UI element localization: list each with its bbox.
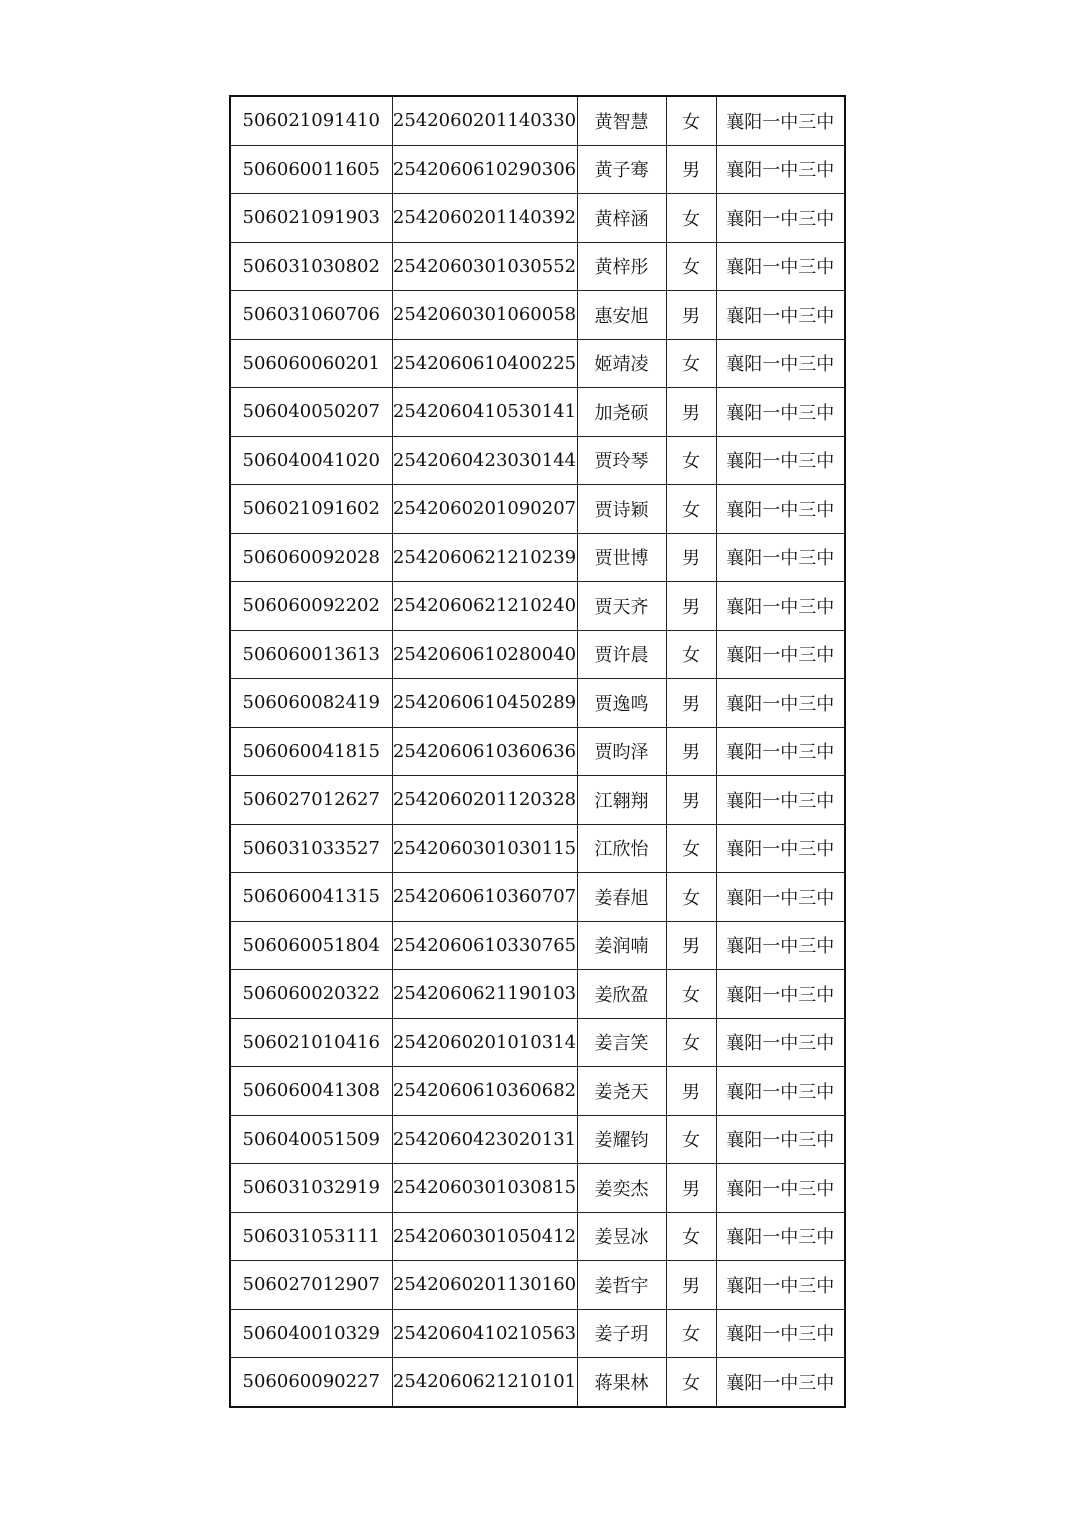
table-row	[230, 582, 845, 631]
student-id-cell: 2542060610280040	[392, 630, 577, 679]
gender-cell: 男	[666, 921, 716, 970]
exam-number-cell: 506060092028	[230, 533, 392, 582]
school-cell: 襄阳一中三中	[716, 727, 845, 776]
exam-number-cell: 506031032919	[230, 1164, 392, 1213]
student-name-cell: 姜奕杰	[577, 1164, 666, 1213]
table-row	[230, 776, 845, 825]
school-cell: 襄阳一中三中	[716, 873, 845, 922]
exam-number-cell: 506021091903	[230, 194, 392, 243]
student-id-cell: 2542060423030144	[392, 436, 577, 485]
exam-number-cell: 506060041815	[230, 727, 392, 776]
gender-cell: 女	[666, 96, 716, 145]
gender-cell: 男	[666, 388, 716, 437]
student-id-cell: 2542060610400225	[392, 339, 577, 388]
gender-cell: 女	[666, 339, 716, 388]
table-row	[230, 339, 845, 388]
school-cell: 襄阳一中三中	[716, 1018, 845, 1067]
gender-cell: 男	[666, 1261, 716, 1310]
student-id-cell: 2542060301060058	[392, 291, 577, 340]
student-name-cell: 贾天齐	[577, 582, 666, 631]
student-id-cell: 2542060610330765	[392, 921, 577, 970]
gender-cell: 女	[666, 1212, 716, 1261]
student-name-cell: 蒋果林	[577, 1358, 666, 1407]
school-cell: 襄阳一中三中	[716, 824, 845, 873]
table-row	[230, 194, 845, 243]
gender-cell: 女	[666, 873, 716, 922]
student-name-cell: 姜春旭	[577, 873, 666, 922]
school-cell: 襄阳一中三中	[716, 96, 845, 145]
student-id-cell: 2542060423020131	[392, 1115, 577, 1164]
student-id-cell: 2542060610360707	[392, 873, 577, 922]
student-id-cell: 2542060301030115	[392, 824, 577, 873]
school-cell: 襄阳一中三中	[716, 1212, 845, 1261]
student-id-cell: 2542060201120328	[392, 776, 577, 825]
student-name-cell: 姜言笑	[577, 1018, 666, 1067]
student-id-cell: 2542060610450289	[392, 679, 577, 728]
student-name-cell: 姜尧天	[577, 1067, 666, 1116]
student-id-cell: 2542060201090207	[392, 485, 577, 534]
gender-cell: 男	[666, 679, 716, 728]
student-name-cell: 黄智慧	[577, 96, 666, 145]
table-row	[230, 873, 845, 922]
student-name-cell: 贾逸鸣	[577, 679, 666, 728]
table-row	[230, 727, 845, 776]
exam-number-cell: 506060020322	[230, 970, 392, 1019]
student-id-cell: 2542060201130160	[392, 1261, 577, 1310]
student-name-cell: 姜哲宇	[577, 1261, 666, 1310]
exam-number-cell: 506031030802	[230, 242, 392, 291]
exam-number-cell: 506027012627	[230, 776, 392, 825]
exam-number-cell: 506060082419	[230, 679, 392, 728]
exam-number-cell: 506060060201	[230, 339, 392, 388]
student-id-cell: 2542060610290306	[392, 145, 577, 194]
school-cell: 襄阳一中三中	[716, 1261, 845, 1310]
gender-cell: 女	[666, 1018, 716, 1067]
table-row	[230, 242, 845, 291]
student-name-cell: 惠安旭	[577, 291, 666, 340]
exam-number-cell: 506031060706	[230, 291, 392, 340]
school-cell: 襄阳一中三中	[716, 194, 845, 243]
exam-number-cell: 506060041308	[230, 1067, 392, 1116]
student-name-cell: 加尧硕	[577, 388, 666, 437]
gender-cell: 男	[666, 776, 716, 825]
table-row	[230, 1212, 845, 1261]
student-id-cell: 2542060610360636	[392, 727, 577, 776]
student-id-cell: 2542060621210101	[392, 1358, 577, 1407]
student-name-cell: 姜昱冰	[577, 1212, 666, 1261]
table-row	[230, 485, 845, 534]
exam-number-cell: 506021010416	[230, 1018, 392, 1067]
student-name-cell: 贾世博	[577, 533, 666, 582]
school-cell: 襄阳一中三中	[716, 1358, 845, 1407]
exam-number-cell: 506027012907	[230, 1261, 392, 1310]
student-id-cell: 2542060301030552	[392, 242, 577, 291]
exam-number-cell: 506060051804	[230, 921, 392, 970]
gender-cell: 男	[666, 291, 716, 340]
gender-cell: 男	[666, 727, 716, 776]
school-cell: 襄阳一中三中	[716, 679, 845, 728]
gender-cell: 女	[666, 485, 716, 534]
table-row	[230, 388, 845, 437]
gender-cell: 女	[666, 436, 716, 485]
gender-cell: 女	[666, 1358, 716, 1407]
exam-number-cell: 506040010329	[230, 1309, 392, 1358]
student-id-cell: 2542060621210240	[392, 582, 577, 631]
table-row	[230, 921, 845, 970]
school-cell: 襄阳一中三中	[716, 485, 845, 534]
gender-cell: 男	[666, 533, 716, 582]
exam-number-cell: 506040050207	[230, 388, 392, 437]
gender-cell: 女	[666, 630, 716, 679]
gender-cell: 女	[666, 970, 716, 1019]
school-cell: 襄阳一中三中	[716, 921, 845, 970]
student-name-cell: 姬靖凌	[577, 339, 666, 388]
student-id-cell: 2542060610360682	[392, 1067, 577, 1116]
student-id-cell: 2542060410210563	[392, 1309, 577, 1358]
exam-number-cell: 506060013613	[230, 630, 392, 679]
student-table	[229, 95, 846, 1408]
student-name-cell: 姜欣盈	[577, 970, 666, 1019]
school-cell: 襄阳一中三中	[716, 1164, 845, 1213]
exam-number-cell: 506031033527	[230, 824, 392, 873]
table-row	[230, 1309, 845, 1358]
student-name-cell: 贾诗颖	[577, 485, 666, 534]
gender-cell: 女	[666, 1115, 716, 1164]
school-cell: 襄阳一中三中	[716, 291, 845, 340]
school-cell: 襄阳一中三中	[716, 776, 845, 825]
gender-cell: 男	[666, 145, 716, 194]
table-row	[230, 1067, 845, 1116]
table-row	[230, 1115, 845, 1164]
school-cell: 襄阳一中三中	[716, 145, 845, 194]
exam-number-cell: 506060090227	[230, 1358, 392, 1407]
exam-number-cell: 506021091602	[230, 485, 392, 534]
exam-number-cell: 506060011605	[230, 145, 392, 194]
table-row	[230, 1261, 845, 1310]
exam-number-cell: 506021091410	[230, 96, 392, 145]
school-cell: 襄阳一中三中	[716, 630, 845, 679]
student-name-cell: 黄子骞	[577, 145, 666, 194]
student-id-cell: 2542060201140330	[392, 96, 577, 145]
gender-cell: 女	[666, 194, 716, 243]
school-cell: 襄阳一中三中	[716, 582, 845, 631]
school-cell: 襄阳一中三中	[716, 533, 845, 582]
table-row	[230, 436, 845, 485]
school-cell: 襄阳一中三中	[716, 388, 845, 437]
table-row	[230, 630, 845, 679]
table-row	[230, 679, 845, 728]
student-name-cell: 姜子玥	[577, 1309, 666, 1358]
exam-number-cell: 506040041020	[230, 436, 392, 485]
exam-number-cell: 506060041315	[230, 873, 392, 922]
exam-number-cell: 506040051509	[230, 1115, 392, 1164]
exam-number-cell: 506060092202	[230, 582, 392, 631]
table-row	[230, 533, 845, 582]
student-id-cell: 2542060201140392	[392, 194, 577, 243]
school-cell: 襄阳一中三中	[716, 970, 845, 1019]
student-id-cell: 2542060621210239	[392, 533, 577, 582]
student-name-cell: 江欣怡	[577, 824, 666, 873]
student-name-cell: 江翱翔	[577, 776, 666, 825]
table-row	[230, 1358, 845, 1407]
school-cell: 襄阳一中三中	[716, 339, 845, 388]
student-id-cell: 2542060201010314	[392, 1018, 577, 1067]
gender-cell: 女	[666, 242, 716, 291]
student-name-cell: 姜润喃	[577, 921, 666, 970]
student-id-cell: 2542060621190103	[392, 970, 577, 1019]
school-cell: 襄阳一中三中	[716, 1115, 845, 1164]
table-row	[230, 96, 845, 145]
student-name-cell: 黄梓彤	[577, 242, 666, 291]
table-row	[230, 291, 845, 340]
table-body	[230, 96, 845, 1407]
table-row	[230, 824, 845, 873]
table-row	[230, 1018, 845, 1067]
table-row	[230, 970, 845, 1019]
gender-cell: 男	[666, 1067, 716, 1116]
student-name-cell: 贾许晨	[577, 630, 666, 679]
student-name-cell: 黄梓涵	[577, 194, 666, 243]
gender-cell: 女	[666, 824, 716, 873]
table-row	[230, 1164, 845, 1213]
student-id-cell: 2542060301030815	[392, 1164, 577, 1213]
exam-number-cell: 506031053111	[230, 1212, 392, 1261]
table-row	[230, 145, 845, 194]
school-cell: 襄阳一中三中	[716, 436, 845, 485]
student-name-cell: 贾昀泽	[577, 727, 666, 776]
gender-cell: 男	[666, 1164, 716, 1213]
student-id-cell: 2542060301050412	[392, 1212, 577, 1261]
gender-cell: 女	[666, 1309, 716, 1358]
school-cell: 襄阳一中三中	[716, 1067, 845, 1116]
school-cell: 襄阳一中三中	[716, 1309, 845, 1358]
student-id-cell: 2542060410530141	[392, 388, 577, 437]
student-name-cell: 姜耀钧	[577, 1115, 666, 1164]
gender-cell: 男	[666, 582, 716, 631]
student-name-cell: 贾玲琴	[577, 436, 666, 485]
school-cell: 襄阳一中三中	[716, 242, 845, 291]
